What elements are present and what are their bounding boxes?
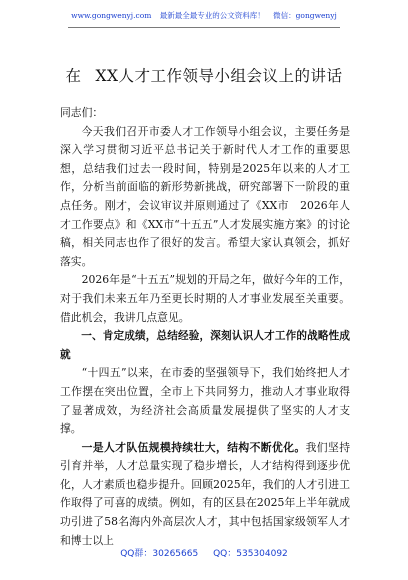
paragraph-intro: 今天我们召开市委人才工作领导小组会议，主要任务是深入学习贯彻习近平总书记关于新时代人才工作的重要思想，总结我们过去一段时间，特别是2025年以来的人才工作，分析当前面临的新形势新挑战，研究部署下一阶段的重点任务。刚才，会议审议并原则通过了《XX市 2026年人才工作要点》和《XX市“十五五”人才发展实施方案》的讨论稿，相关同志也作了很好的发言。希望大家认真领会，抓好落实。 (60, 124, 350, 268)
paragraph-context: 2026年是“十五五”规划的开局之年，做好今年的工作，对于我们未来五年乃至更长时期的人才事业发展至关重要。借此机会，我讲几点意见。 (60, 273, 350, 324)
header-wechat: 微信：gongwenyj (273, 11, 337, 20)
paragraph-achievements: “十四五”以来，在市委的坚强领导下，我们始终把人才工作摆在突出位置，全市上下共同努力，推动人才事业取得了显著成效，为经济社会高质量发展提供了坚实的人才支撑。 (60, 366, 350, 436)
document-title (0, 66, 408, 86)
section-heading-1: 一、肯定成绩，总结经验，深刻认识人才工作的战略性成就 (60, 330, 350, 361)
salutation: 同志们： (60, 106, 104, 119)
header-divider (68, 27, 340, 28)
footer-qq-group: QQ群：30265665 (120, 549, 199, 559)
header-slogan: 最新最全最专业的公文资料库！ (159, 11, 265, 20)
point-one-text: 我们坚持引育并举，人才总量实现了稳步增长，人才结构得到逐步优化，人才素质也稳步提升。回顾2025年，我们的人才引进工作取得了可喜的成绩。例如，有的区县在2025年上半年就成功引进了58名海内外高层次人才，其中包括国家级领军人才和博士以上 (60, 440, 351, 547)
header-site-link[interactable]: www.gongwenyj.com (71, 11, 152, 20)
page-footer (0, 548, 408, 560)
point-one-lead: 一是人才队伍规模持续壮大，结构不断优化。 (81, 440, 306, 454)
document-body (60, 104, 350, 550)
page-header (0, 10, 408, 22)
title-main: XX人才工作领导小组会议上的讲话 (95, 67, 343, 85)
title-prefix: 在 (65, 67, 82, 85)
paragraph-talent-scale (60, 439, 350, 551)
footer-qq: QQ：535304092 (213, 549, 288, 559)
